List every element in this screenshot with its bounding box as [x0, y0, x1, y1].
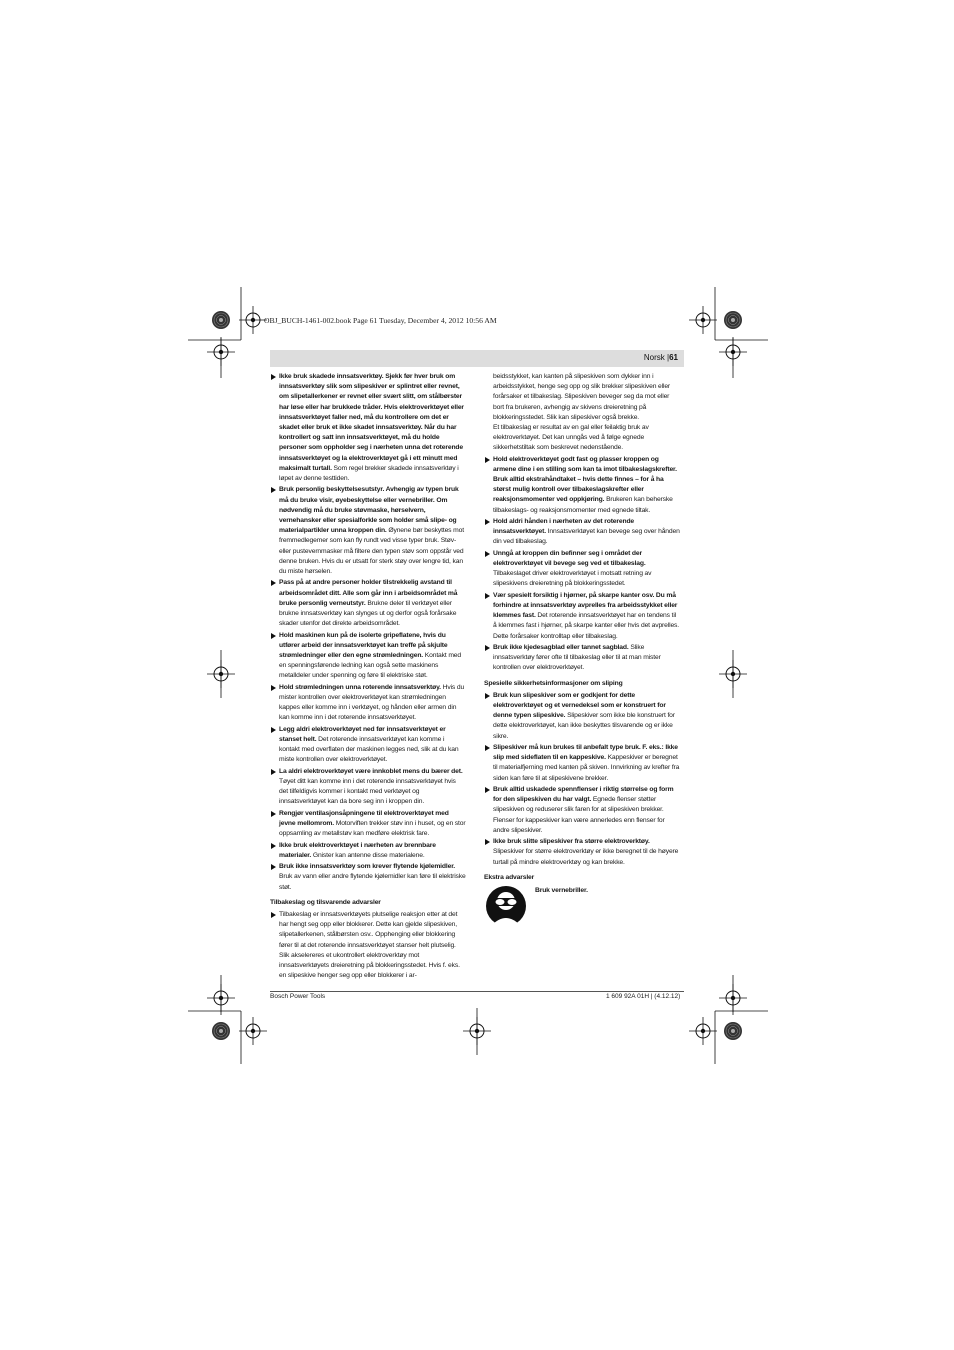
item-text: Tilbakeslag er innsatsverktøyets plutselige reaksjon etter at det har hengt seg opp eller blokkerer. Dette kan gjelde slipeskiven, slipetallerkenen, stålbørsten osv.. Opphenging eller blokkering fører til at det roterende innsatsverktøyet stanser helt plutselig. Slik akselereres et ukontrollert elektroverktøy mot innsatsverktøyets dreieretning på blokkeringsstedet. Hvis f. eks. en slipeskive henger seg opp eller blokkerer i ar- [279, 911, 460, 980]
item-text: Kappeskiver er beregnet til materialfjerning med kanten på skiven. Innvirkning av krefter fra siden kan føre til at slipeskivene brekker. [493, 754, 680, 782]
list-item [484, 455, 680, 516]
item-text: Slike innsatsverktøy fører ofte til tilbakeslag eller til at man mister kontrollen over elektroverktøyet. [493, 644, 661, 672]
footer-rule [270, 991, 684, 992]
header-language: Norsk [643, 353, 665, 362]
item-text: Hvis du mister kontrollen over elektroverktøyet kan strømledningen kappes eller komme inn i verktøyet, og hånden eller armen din kan komme inn i det roterende innsatsverktøyet. [279, 683, 465, 722]
item-text: Slipeskiver som ikke ble konstruert for dette elektroverktøyet, kan ikke beskyttes tilsvarende og er ikke sikre. [493, 712, 675, 740]
item-bold: Legg aldri elektroverktøyet ned før innsatsverktøyet er stanset helt. [279, 725, 446, 744]
item-bold: Hold strømledningen unna roterende innsatsverktøy. [279, 683, 441, 691]
right-items-a [484, 455, 680, 674]
page-header [270, 350, 684, 367]
item-bold: Bruk ikke kjedesagblad eller tannet sagblad. [493, 644, 629, 652]
list-item [484, 591, 680, 642]
list-item [484, 785, 680, 836]
section-heading-grinding: Spesielle sikkerhetsinformasjoner om sliping [484, 679, 623, 687]
item-bold: Bruk ikke innsatsverktøy som krever flytende kjølemidler. [279, 863, 456, 871]
footer-brand: Bosch Power Tools [270, 993, 326, 1000]
list-item [484, 691, 680, 742]
item-bold: Hold aldri hånden i nærheten av det roterende innsatsverktøyet. [493, 518, 635, 536]
item-text: Som regel brekker skadede innsatsverktøy i løpet av denne testtiden. [279, 464, 459, 483]
bullet-triangle-icon [485, 519, 490, 525]
item-bold: Hold elektroverktøyet godt fast og plasser kroppen og armene dine i en stilling som kan ta imot tilbakeslagskrefter. Bruk alltid ekstrahåndtaket – hvis dette finnes – for å ha størst mulig kontroll over tilbakeslagskrefter eller reaksjonsmomenter ved oppkjøring. [493, 455, 677, 504]
item-bold: Pass på at andre personer holder tilstrekkelig avstand til arbeidsområdet ditt. Alle som går inn i arbeidsområdet må bruke personlig verneutstyr. [279, 579, 458, 607]
item-bold: Bruk kun slipeskiver som er godkjent for dette elektroverktøyet og et vernedeksel som er konstruert for denne typen slipeskive. [493, 691, 666, 720]
item-bold: Ikke bruk elektroverktøyet i nærheten av brennbare materialer. [279, 841, 436, 859]
item-bold: Bruk personlig beskyttelsesutstyr. Avhengig av typen bruk må du bruke visir, øyebeskyttelse eller vernebriller. Om nødvendig må du bruke støvmaske, hørselvern, vernehansker eller spesialforkle som holder små slipe- og materialpartikler unna kroppen din. [279, 486, 459, 535]
bullet-triangle-icon [485, 693, 490, 699]
list-item [270, 767, 466, 808]
right-column [484, 372, 680, 930]
item-text: Tøyet ditt kan komme inn i det roterende innsatsverktøyet hvis det tilfeldigvis kommer i kontakt med verktøyet og innsatsverktøyet kan da bore seg inn i kroppen din. [279, 778, 456, 806]
bullet-triangle-icon [271, 912, 276, 918]
bullet-triangle-icon [485, 745, 490, 751]
bullet-triangle-icon [485, 839, 490, 845]
bullet-triangle-icon [485, 593, 490, 599]
header-separator: | [667, 353, 670, 362]
list-item [270, 578, 466, 629]
bullet-triangle-icon [485, 787, 490, 793]
bullet-triangle-icon [271, 727, 276, 733]
bullet-triangle-icon [271, 374, 276, 380]
item-text: Motorviften trekker støv inn i huset, og en stor oppsamling av metallstøv kan medføre elektrisk fare. [279, 820, 466, 838]
item-text: Brukne deler til verktøyet eller brukne innsatsverktøy kan slynges ut og derfor også forårsake skader utenfor det direkte arbeidsområdet. [279, 599, 457, 628]
bullet-triangle-icon [271, 811, 276, 817]
item-bold: La aldri elektroverktøyet være innkoblet mens du bærer det. [279, 767, 463, 775]
print-slug: OBJ_BUCH-1461-002.book Page 61 Tuesday, December 4, 2012 10:56 AM [264, 316, 497, 325]
item-text: Øynene bør beskyttes mot fremmedlegemer som kan fly rundt ved visse typer bruk. Støv- eller pustevernmasker må filtere den typen støv som oppstår ved denne bruken. Hvis du er utsatt for sterk støy over lengre tid, kan du miste hørselen. [279, 527, 464, 576]
continuation-text-2: Et tilbakeslag er resultat av en gal eller feilaktig bruk av elektroverktøyet. Det kan unngås ved å følge egnede sikkerhetstiltak som beskrevet nedenstående. [493, 424, 649, 452]
item-text: Det roterende innsatsverktøyet har en tendens til å klemmes fast i hjørner, på skarpe kanter eller hvis det avprelles. Dette forårsaker kontrolltap eller tilbakeslag. [493, 612, 680, 640]
goggles-warning [484, 886, 680, 930]
item-text: Slipeskiver for større elektroverktøy er ikke beregnet til de høyere turtall på mindre elektroverktøy og kan brekke. [493, 848, 679, 866]
continuation-text: beidsstykket, kan kanten på slipeskiven som dykker inn i arbeidsstykket, henge seg opp og slik brekker slipeskiven eller forårsaker et tilbakeslag. Slipeskiven beveger seg da mot eller bort fra brukeren, avhengig av skivens dreieretning på blokkeringsstedet. Slik kan slipeskiver også brekke. [493, 373, 671, 421]
footer-doc-number: 1 609 92A 01H | (4.12.12) [606, 993, 681, 1000]
item-text: Innsatsverktøyet kan bevege seg over hånden din ved tilbakeslag. [493, 528, 680, 546]
list-item [484, 517, 680, 548]
list-item [270, 372, 466, 484]
list-item [270, 841, 466, 861]
bullet-triangle-icon [271, 843, 276, 849]
bullet-triangle-icon [485, 551, 490, 557]
left-column [270, 372, 466, 981]
bullet-triangle-icon [271, 864, 276, 870]
list-item [484, 743, 680, 784]
list-item [484, 549, 680, 590]
item-text: Egnede flenser støtter slipeskiven og reduserer slik faren for at slipeskiven brekker. Flenser for kappeskiver kan være annerledes enn flenser for andre slipeskiver. [493, 796, 665, 834]
item-bold: Hold maskinen kun på de isolerte gripeflatene, hvis du utfører arbeid der innsatsverktøyet kan treffe på skjulte strømledninger eller den egne strømledningen. [279, 631, 448, 660]
page-number: 61 [669, 353, 678, 362]
section-heading-kickback: Tilbakeslag og tilsvarende advarsler [270, 898, 381, 906]
safety-goggles-icon [486, 886, 526, 926]
item-bold: Slipeskiver må kun brukes til anbefalt type bruk. F. eks.: Ikke slip med sideflaten til en kappeskive. [493, 744, 678, 762]
item-text: Gnister kan antenne disse materialene. [311, 851, 425, 859]
section-heading-extra: Ekstra advarsler [484, 873, 535, 881]
bullet-triangle-icon [271, 633, 276, 639]
list-item [270, 683, 466, 724]
item-bold: Unngå at kroppen din befinner seg i området der elektroverktøyet vil bevege seg ved et tilbakeslag. [493, 549, 646, 568]
list-item [270, 862, 466, 893]
list-item [270, 725, 466, 766]
item-bold: Ikke bruk skadede innsatsverktøy. Sjekk før hver bruk om innsatsverktøy slik som slipeskiver er splintret eller revnet, om slipetallerkener er revnet eller svært slitt, om stålbørster har løse eller har brukkede tråder. Hvis elektroverktøyet eller innsatsverktøyet faller ned, må du kontrollere om det er skadet eller bruk et ikke skadet innsatsverktøy. Når du har kontrollert og satt inn innsatsverktøyet, må du holde personer som oppholder seg i nærheten unna det roterende innsatsverktøyet og la elektroverktøyet gå i ett minutt med maksimalt turtall. [279, 373, 464, 472]
bullet-triangle-icon [271, 769, 276, 775]
list-item [270, 631, 466, 682]
bullet-triangle-icon [271, 580, 276, 586]
list-item [484, 643, 680, 674]
bullet-triangle-icon [271, 685, 276, 691]
list-item [270, 809, 466, 840]
bullet-triangle-icon [485, 645, 490, 651]
goggles-label: Bruk vernebriller. [535, 887, 588, 895]
bullet-triangle-icon [485, 457, 490, 463]
header-text [644, 353, 678, 362]
list-item [484, 837, 680, 868]
item-bold: Bruk alltid uskadede spennflenser i riktig størrelse og form for den slipeskiven du har valgt. [493, 786, 674, 804]
left-items [270, 372, 466, 893]
item-text: Kontakt med en spenningsførende ledning kan også sette maskinens metalldeler under spenning og føre til elektriske støt. [279, 652, 462, 680]
item-text: Brukeren kan beherske tilbakeslags- og reaksjonsmomenter med egnede tiltak. [493, 496, 673, 514]
right-items-b [484, 691, 680, 868]
bullet-triangle-icon [271, 487, 276, 493]
item-text: Det roterende innsatsverktøyet kan komme i kontakt med overflaten der maskinen legges ned, slik at du kan miste kontrollen over elektroverktøyet. [279, 736, 459, 764]
item-bold: Ikke bruk slitte slipeskiver fra større elektroverktøy. [493, 838, 650, 846]
item-bold: Vær spesielt forsiktig i hjørner, på skarpe kanter osv. Du må forhindre at innsatsverktøy avprelles fra arbeidsstykket eller klemmes fast. [493, 591, 678, 620]
list-item [270, 910, 466, 981]
list-item [270, 485, 466, 577]
item-bold: Rengjør ventilasjonsåpningene til elektroverktøyet med jevne mellomrom. [279, 809, 449, 828]
item-text: Bruk av vann eller andre flytende kjølemidler kan føre til elektriske støt. [279, 873, 466, 891]
item-text: Tilbakeslaget driver elektroverktøyet i motsatt retning av slipeskivens dreieretning på blokkeringsstedet. [493, 570, 652, 588]
